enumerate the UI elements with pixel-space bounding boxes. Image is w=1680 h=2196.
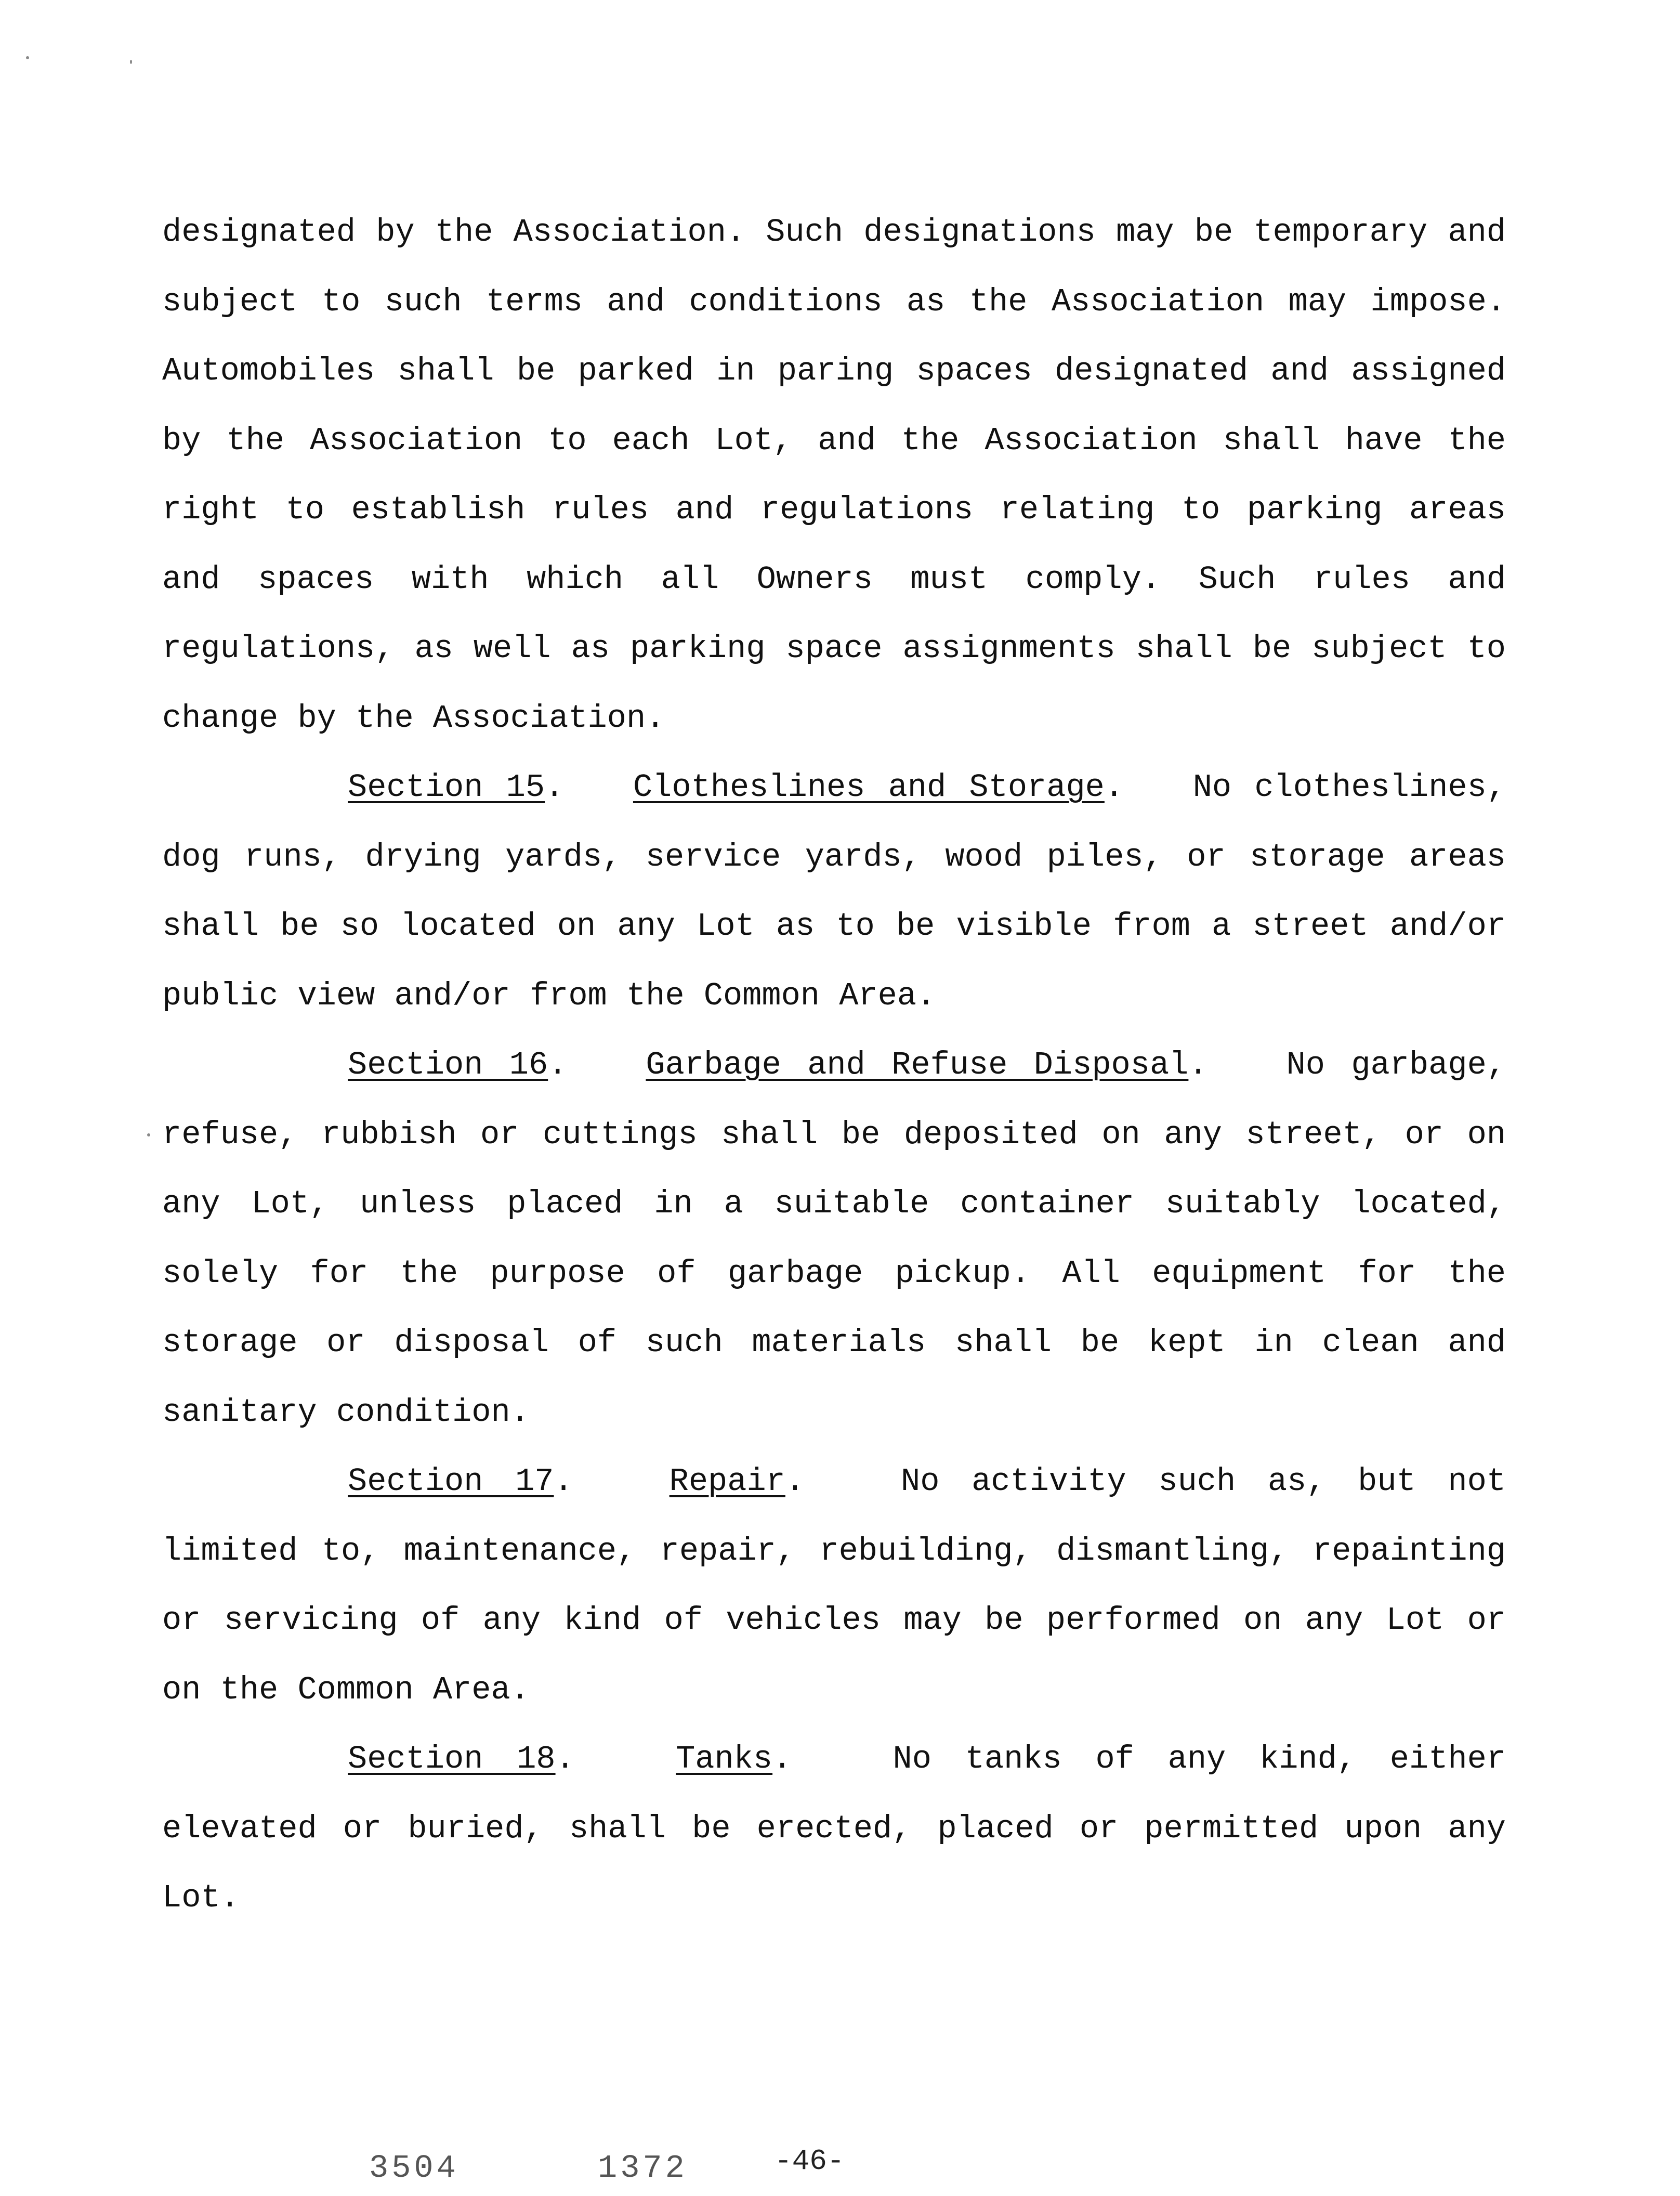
section-label: Section 15 (348, 769, 545, 806)
section-title: Repair (669, 1463, 785, 1500)
section-title: Tanks (676, 1741, 773, 1777)
section-text: No clotheslines, dog runs, drying yards, service yards, wood piles, or storage areas shall be so located on any Lot as to be visible from a street and/or public view and/or from the Common Area. (162, 769, 1506, 1014)
section-text: No garbage, refuse, rubbish or cuttings shall be deposited on any street, or on any Lot, unless placed in a suitable container suitably located, solely for the purpose of garbage pickup. All equipment for the storage or disposal of such materials shall be kept in clean and sanitary condition. (162, 1047, 1506, 1431)
paragraph-text: designated by the Association. Such designations may be temporary and subject to such terms and conditions as the Association may impose. Automobiles shall be parked in paring spaces designated and assigned by the Association to each Lot, and the Association shall have the right to establish rules and regulations relating to parking areas and spaces with which all Owners must comply. Such rules and regulations, as well as parking space assignments shall be subject to change by the Association. (162, 214, 1506, 737)
section-18-paragraph: Section 18. Tanks. No tanks of any kind, either elevated or buried, shall be erected, placed or permitted upon any Lot. (162, 1741, 1506, 1916)
section-label: Section 18 (348, 1741, 556, 1777)
page-number: -46- (775, 2145, 845, 2178)
scan-speck (130, 60, 132, 64)
section-label: Section 16 (348, 1047, 548, 1083)
section-title: Garbage and Refuse Disposal (646, 1047, 1189, 1083)
paragraph-parking-continuation (162, 198, 1506, 753)
page-footer (369, 2145, 889, 2191)
section-16-paragraph: Section 16. Garbage and Refuse Disposal. No garbage, refuse, rubbish or cuttings shall be deposited on any street, or on any Lot, unless placed in a suitable container suitably located, solely for the purpose of garbage pickup. All equipment for the storage or disposal of such materials shall be kept in clean and sanitary condition. (162, 1047, 1506, 1431)
footer-book-number: 3504 (369, 2150, 459, 2187)
section-label: Section 17 (348, 1463, 554, 1500)
document-body (162, 198, 1506, 1933)
section-15-paragraph: Section 15. Clotheslines and Storage. No clotheslines, dog runs, drying yards, service yards, wood piles, or storage areas shall be so located on any Lot as to be visible from a street and/or public view and/or from the Common Area. (162, 769, 1506, 1014)
section-text: No activity such as, but not limited to, maintenance, repair, rebuilding, dismantling, repainting or servicing of any kind of vehicles may be performed on any Lot or on the Common Area. (162, 1463, 1506, 1708)
section-title: Clotheslines and Storage (633, 769, 1105, 806)
section-text: No tanks of any kind, either elevated or buried, shall be erected, placed or permitted upon any Lot. (162, 1741, 1506, 1916)
section-17-paragraph: Section 17. Repair. No activity such as, but not limited to, maintenance, repair, rebuilding, dismantling, repainting or servicing of any kind of vehicles may be performed on any Lot or on the Common Area. (162, 1463, 1506, 1708)
scan-speck (26, 56, 29, 59)
scan-speck (147, 1133, 150, 1136)
footer-page-ref: 1372 (598, 2150, 688, 2187)
